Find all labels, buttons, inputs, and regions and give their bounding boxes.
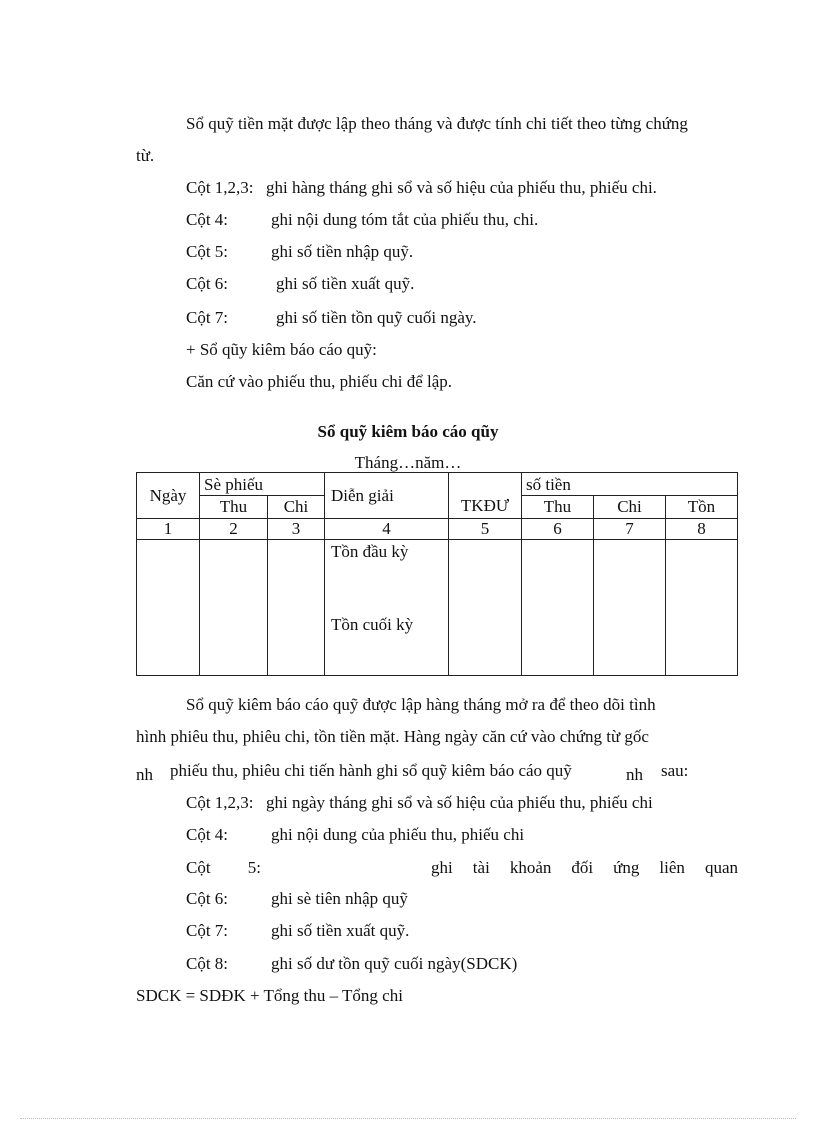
table-subtitle: Tháng…năm… [354,453,462,472]
col-number: 3 [268,519,325,540]
col-text: ghi sè tiên nhập quỹ [271,889,408,908]
page-bottom-rule [20,1118,796,1119]
header-ngay: Ngày [137,473,200,519]
number-row [137,519,738,540]
col-text: ghi nội dung của phiếu thu, phiếu chi [271,825,525,844]
ledger-table [136,472,738,676]
col-text: ghi số tiền tồn quỹ cuối ngày. [276,308,477,327]
body-cell [137,540,200,676]
ton-cuoi-ky: Tồn cuối kỳ [331,615,414,634]
header-so-tien: số tiền [522,473,738,496]
body-cell [666,540,738,676]
header-tkdu: TKĐƯ [449,473,522,519]
table-title: Sổ quỹ kiêm báo cáo qũy [317,422,499,441]
col5-word: khoản [509,858,552,877]
col-text: ghi nội dung tóm tắt của phiếu thu, chi. [271,210,539,229]
col-number: 7 [594,519,666,540]
col-number: 4 [325,519,449,540]
ton-dau-ky: Tồn đầu kỳ [331,542,409,561]
header-ton: Tồn [666,496,738,519]
col-label: Cột 7: [186,921,229,940]
body-cell [268,540,325,676]
col-label: Cột 4: [186,210,229,229]
after-col5-row [186,858,738,878]
col5-word: tài [472,858,490,877]
bullet-heading: + Sổ qũy kiêm báo cáo quỹ: [186,340,377,359]
body-cell [594,540,666,676]
col-number: 2 [200,519,268,540]
body-dien-giai-cell [325,540,449,676]
col5-label-group [186,858,411,878]
col5-label: Cột [186,858,211,877]
after-line-3-main: phiếu thu, phiêu chi tiến hành ghi sổ quỹ kiêm báo cáo quỹ [170,761,572,780]
after-line-2: hình phiêu thu, phiêu chi, tồn tiền mặt. Hàng ngày căn cứ vào chứng từ gốc [136,727,649,746]
col-label: Cột 8: [186,954,229,973]
col-number: 1 [137,519,200,540]
body-cell [522,540,594,676]
header-dien-giai: Diễn giải [325,473,449,519]
col-text: ghi hàng tháng ghi sổ và số hiệu của phiếu thu, phiếu chi. [266,178,657,197]
col-text: ghi ngày tháng ghi sổ và số hiệu của phiếu thu, phiếu chi [266,793,653,812]
col-label: Cột 1,2,3: [186,793,254,812]
col5-word: quan [704,858,738,877]
after-line-3-prefix: nh [136,765,153,784]
col-label: Cột 1,2,3: [186,178,254,197]
basis-line: Căn cứ vào phiếu thu, phiếu chi để lập. [186,372,453,391]
col-label: Cột 4: [186,825,229,844]
header-chi: Chi [268,496,325,519]
col5-word: liên [659,858,685,877]
col-label: Cột 5: [186,242,229,261]
intro-line-1: Sổ quỹ tiền mặt được lập theo tháng và được tính chi tiết theo từng chứng [186,114,688,133]
col-label: Cột 6: [186,274,229,293]
body-row [137,540,738,676]
after-line-3-end: sau: [661,761,689,780]
col-number: 5 [449,519,522,540]
body-cell [200,540,268,676]
col-text: ghi số tiền xuất quỹ. [271,921,410,940]
formula-line: SDCK = SDĐK + Tổng thu – Tổng chi [136,986,403,1005]
col-number: 6 [522,519,594,540]
col5-word: ghi [431,858,453,877]
after-line-3-sub: nh [626,765,643,784]
header-row [137,473,738,496]
col-label: Cột 6: [186,889,229,908]
header-chi-amount: Chi [594,496,666,519]
header-thu-amount: Thu [522,496,594,519]
header-se-phieu: Sè phiếu [200,473,325,496]
body-cell [449,540,522,676]
col-text: ghi số tiền nhập quỹ. [271,242,414,261]
col-number: 8 [666,519,738,540]
col-label: Cột 7: [186,308,229,327]
header-thu: Thu [200,496,268,519]
col-text: ghi số dư tồn quỹ cuối ngày(SDCK) [271,954,518,973]
col5-word: ứng [613,858,640,877]
col5-num: 5: [247,858,261,877]
col-text: ghi số tiền xuất quỹ. [276,274,415,293]
after-line-1: Sổ quỹ kiêm báo cáo quỹ được lập hàng tháng mở ra để theo dõi tình [186,695,656,714]
col5-word: đối [571,858,594,877]
intro-line-2: từ. [136,146,155,165]
